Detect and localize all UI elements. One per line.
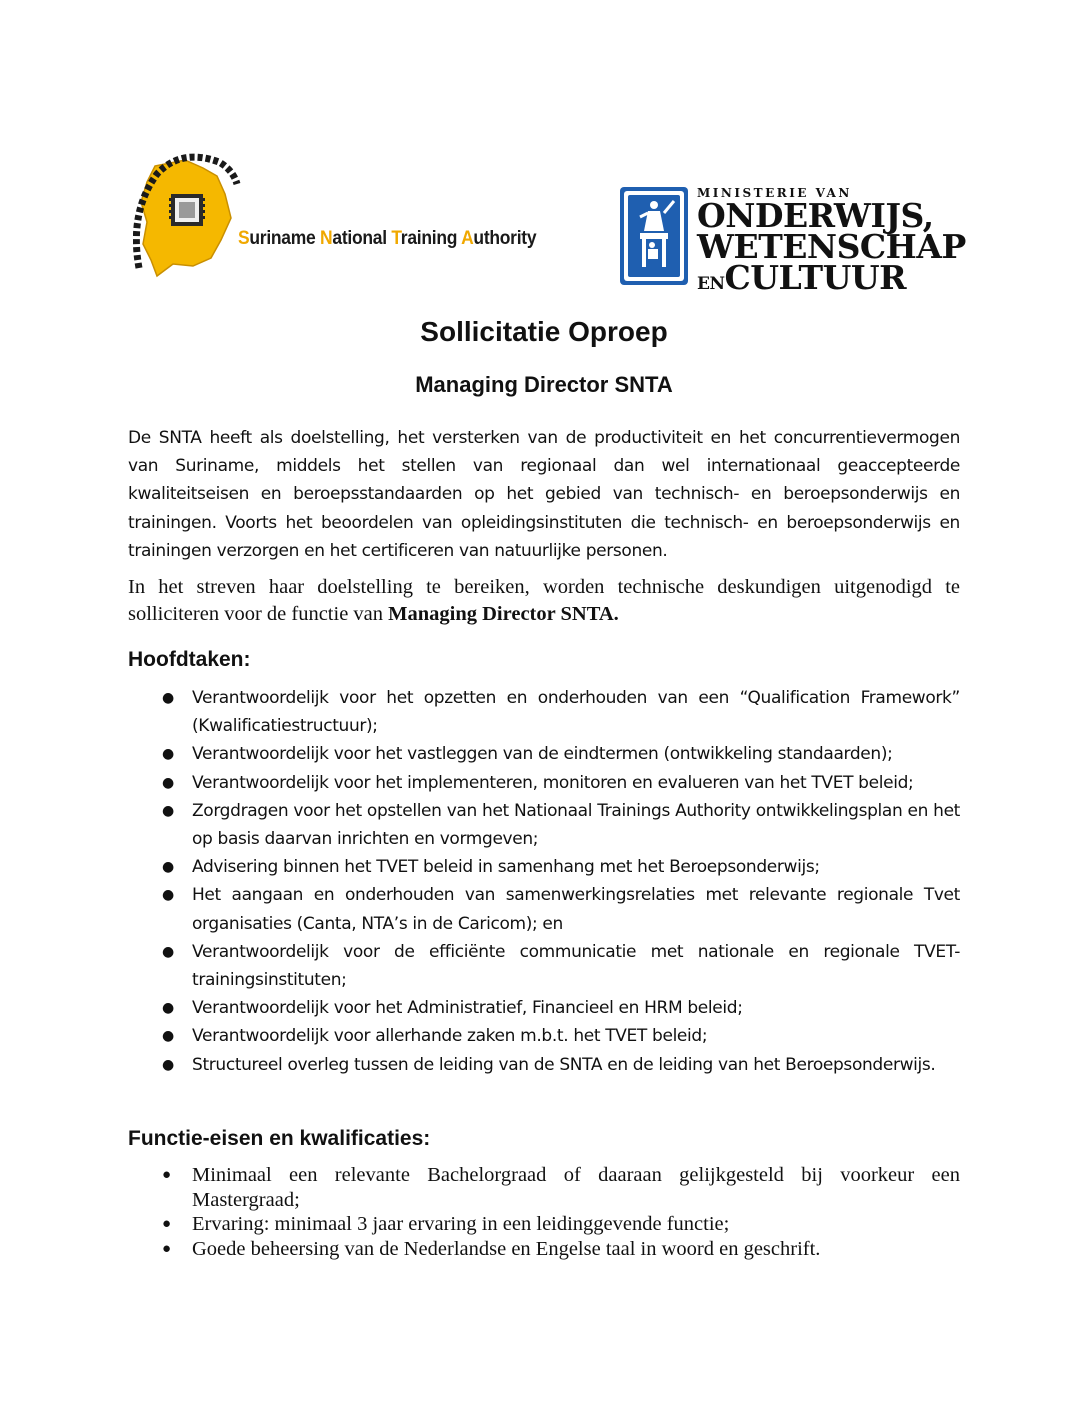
suriname-map-icon	[133, 148, 253, 280]
tasks-list	[128, 684, 960, 1079]
list-item-text: Verantwoordelijk voor de efficiënte communicatie met nationale en regionale TVET-trainingsinstituten;	[192, 941, 960, 991]
list-item-text: Zorgdragen voor het opstellen van het Nationaal Trainings Authority ontwikkelingsplan en het op basis daarvan inrichten en vormgeven;	[192, 800, 960, 850]
list-item	[128, 938, 960, 994]
list-item	[128, 797, 960, 853]
bullet-icon: ●	[162, 774, 174, 791]
ministry-wordmark	[697, 186, 966, 300]
list-item-text: Goede beheersing van de Nederlandse en Engelse taal in woord en geschrift.	[192, 1237, 821, 1260]
snta-logo	[133, 148, 513, 280]
list-item	[128, 1051, 960, 1079]
invitation-text: In het streven haar doelstelling te bereiken, worden technische deskundigen uitgenodigd te solliciteren voor de functie van	[128, 576, 960, 625]
list-item	[128, 684, 960, 740]
bullet-icon: ●	[162, 690, 174, 706]
ministry-word-wetenschap: WETENSCHAP	[697, 227, 966, 266]
list-item	[128, 994, 960, 1022]
requirements-heading: Functie-eisen en kwalificaties:	[128, 1127, 431, 1150]
ministry-emblem-icon	[620, 187, 688, 285]
list-item	[128, 1163, 960, 1212]
page-subtitle: Managing Director SNTA	[415, 372, 673, 397]
list-item	[128, 881, 960, 937]
snta-initial-n: N	[320, 228, 333, 249]
list-item	[128, 769, 960, 797]
bullet-icon: ●	[162, 887, 174, 904]
bullet-icon: ●	[162, 1028, 174, 1045]
tasks-heading: Hoofdtaken:	[128, 648, 251, 671]
bullet-icon: ●	[162, 1216, 172, 1232]
list-item-text: Minimaal een relevante Bachelorgraad of daaraan gelijkgesteld bij voorkeur een Mastergraad;	[192, 1164, 960, 1211]
bullet-icon: ●	[162, 943, 174, 960]
snta-initial-s: S	[238, 228, 250, 249]
snta-word-authority: uthority	[473, 228, 537, 249]
page-title: Sollicitatie Oproep	[420, 316, 668, 347]
list-item-text: Verantwoordelijk voor het Administratief, Financieel en HRM beleid;	[192, 998, 743, 1019]
bullet-icon: ●	[162, 1240, 172, 1257]
list-item-text: Verantwoordelijk voor allerhande zaken m.b.t. het TVET beleid;	[192, 1026, 708, 1047]
bullet-icon: ●	[162, 802, 174, 819]
list-item-text: Ervaring: minimaal 3 jaar ervaring in een leidinggevende functie;	[192, 1213, 730, 1235]
ministry-word-cultuur: CULTUUR	[724, 258, 907, 297]
snta-name	[238, 228, 536, 250]
snta-word-training: raining	[400, 228, 462, 249]
list-item-text: Verantwoordelijk voor het implementeren, monitoren en evalueren van het TVET beleid;	[192, 772, 914, 793]
ministry-word-en: EN	[697, 274, 725, 294]
snta-initial-a: A	[461, 228, 474, 249]
snta-word-national: ational	[332, 228, 392, 249]
invitation-function-title: Managing Director SNTA.	[388, 603, 619, 625]
list-item-text: Advisering binnen het TVET beleid in samenhang met het Beroepsonderwijs;	[192, 857, 820, 878]
ministry-prefix: MINISTERIE VAN	[697, 186, 852, 200]
ministry-word-onderwijs: ONDERWIJS,	[697, 196, 934, 235]
list-item	[128, 1022, 960, 1050]
bullet-icon: ●	[162, 1167, 172, 1183]
invitation-paragraph	[128, 574, 960, 628]
list-item	[128, 740, 960, 768]
list-item	[128, 1212, 960, 1237]
snta-word-suriname: uriname	[249, 228, 321, 249]
snta-initial-t: T	[391, 228, 401, 249]
requirements-list	[128, 1163, 960, 1261]
bullet-icon: ●	[162, 1056, 174, 1073]
bullet-icon: ●	[162, 859, 174, 876]
intro-paragraph: De SNTA heeft als doelstelling, het versterken van de productiviteit en het concurrentievermogen van Suriname, middels het stellen van regionaal dan wel internationaal geaccepteerde kwaliteitseisen en beroepsstandaarden op het gebied van technisch- en beroepsonderwijs en trainingen. Voorts het beoordelen van opleidingsinstituten die technisch- en beroepsonderwijs en trainingen verzorgen en het certificeren van natuurlijke personen.	[128, 428, 960, 561]
list-item	[128, 853, 960, 881]
list-item	[128, 1237, 960, 1262]
bullet-icon: ●	[162, 1000, 174, 1017]
list-item-text: Structureel overleg tussen de leiding van de SNTA en de leiding van het Beroepsonderwijs.	[192, 1054, 936, 1075]
list-item-text: Verantwoordelijk voor het opzetten en onderhouden van een “Qualification Framework” (Kwalificatiestructuur);	[192, 688, 960, 737]
bullet-icon: ●	[162, 746, 174, 763]
list-item-text: Het aangaan en onderhouden van samenwerkingsrelaties met relevante regionale Tvet organisaties (Canta, NTA’s in de Caricom); en	[192, 885, 960, 934]
list-item-text: Verantwoordelijk voor het vastleggen van de eindtermen (ontwikkeling standaarden);	[192, 744, 893, 765]
